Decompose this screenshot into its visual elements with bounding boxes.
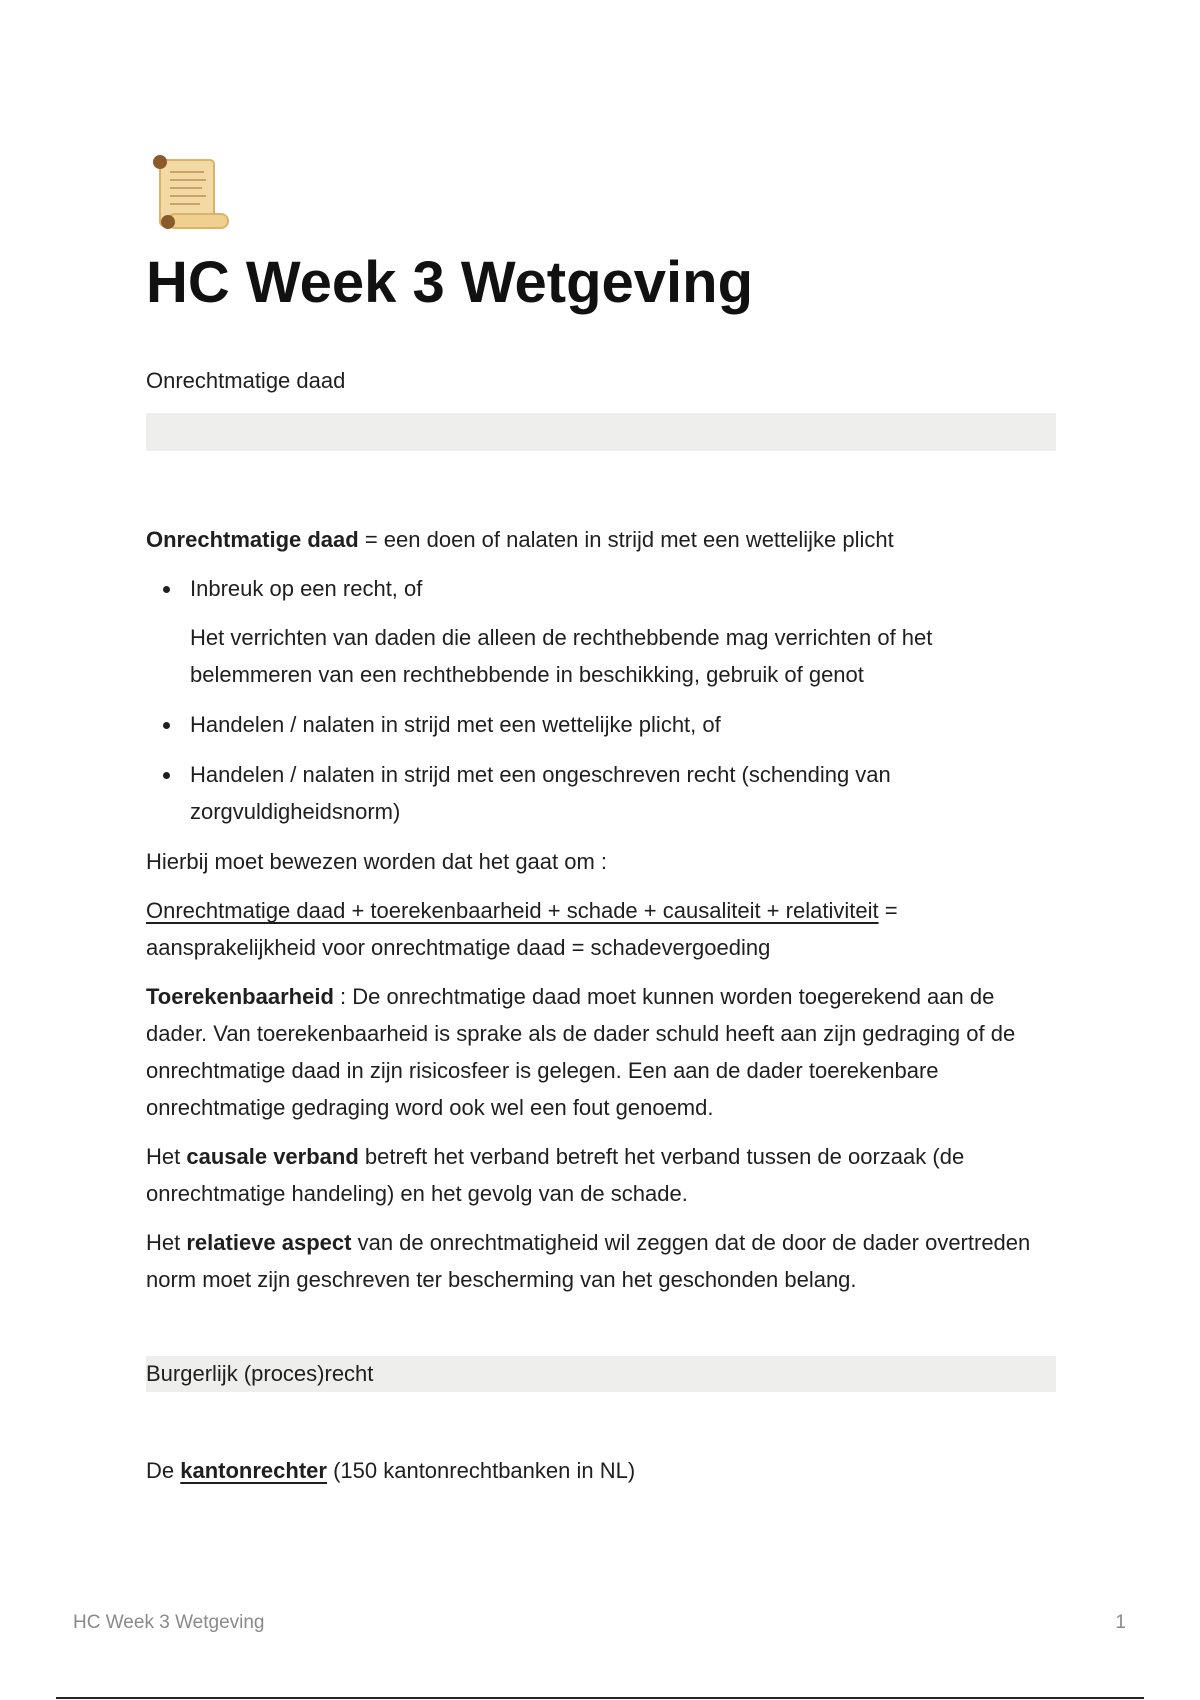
relatief-pre: Het <box>146 1230 187 1256</box>
page-number: 1 <box>1115 1612 1126 1633</box>
formula-underlined: Onrechtmatige daad + toerekenbaarheid + schade + causaliteit + relativiteit <box>146 898 879 924</box>
definition-term: Onrechtmatige daad <box>146 527 359 553</box>
list-item-text: Inbreuk op een recht, of <box>190 576 423 602</box>
relatief-paragraph <box>146 1224 1056 1298</box>
empty-callout-block <box>146 413 1056 451</box>
causaal-paragraph <box>146 1138 1056 1212</box>
bullet-icon <box>163 722 170 729</box>
relatief-term: relatieve aspect <box>186 1230 352 1256</box>
kanton-paragraph <box>146 1452 1056 1489</box>
kanton-text: (150 kantonrechtbanken in NL) <box>326 1458 636 1484</box>
criteria-list <box>146 570 1056 830</box>
document-page <box>146 150 1056 1489</box>
causaal-pre: Het <box>146 1144 187 1170</box>
list-item <box>146 706 1056 743</box>
list-item-text: Handelen / nalaten in strijd met een ongeschreven recht (schending van zorgvuldigheidsnorm) <box>190 762 891 825</box>
formula-paragraph <box>146 892 1056 966</box>
intro-text: Onrechtmatige daad <box>146 367 346 393</box>
bullet-icon <box>163 772 170 779</box>
kantonrechter-link[interactable]: kantonrechter <box>180 1458 327 1484</box>
bottom-divider <box>56 1697 1144 1699</box>
list-item <box>146 570 1056 693</box>
footer-title: HC Week 3 Wetgeving <box>73 1612 265 1633</box>
bullet-icon <box>163 586 170 593</box>
toerekenbaarheid-text: : De onrechtmatige daad moet kunnen worden toegerekend aan de dader. Van toerekenbaarheid is sprake als de dader schuld heeft aan zijn gedraging of de onrechtmatige daad in zijn risicosfeer is gelegen. Een aan de dader toerekenbare onrechtmatige gedraging word ook wel een fout genoemd. <box>146 984 1016 1121</box>
list-item-subtext: Het verrichten van daden die alleen de rechthebbende mag verrichten of het belemmeren van een rechthebbende in beschikking, gebruik of genot <box>190 625 933 688</box>
page-title: HC Week 3 Wetgeving <box>146 250 754 315</box>
list-item-text: Handelen / nalaten in strijd met een wettelijke plicht, of <box>190 712 721 738</box>
definition-paragraph <box>146 521 1056 558</box>
formula-rest: = aansprakelijkheid voor onrechtmatige daad = schadevergoeding <box>146 898 898 961</box>
relatief-text: van de onrechtmatigheid wil zeggen dat de door de dader overtreden norm moet zijn geschreven ter bescherming van het geschonden belang. <box>146 1230 1031 1293</box>
causaal-term: causale verband <box>186 1144 359 1170</box>
list-item <box>146 756 1056 830</box>
toerekenbaarheid-paragraph <box>146 978 1056 1126</box>
toerekenbaarheid-term: Toerekenbaarheid <box>146 984 334 1010</box>
section-heading: Burgerlijk (proces)recht <box>146 1356 1056 1392</box>
proof-intro: Hierbij moet bewezen worden dat het gaat om : <box>146 849 608 875</box>
definition-text: = een doen of nalaten in strijd met een wettelijke plicht <box>358 527 894 553</box>
scroll-icon <box>146 150 236 240</box>
causaal-text: betreft het verband betreft het verband tussen de oorzaak (de onrechtmatige handeling) en het gevolg van de schade. <box>146 1144 965 1207</box>
kanton-pre: De <box>146 1458 181 1484</box>
